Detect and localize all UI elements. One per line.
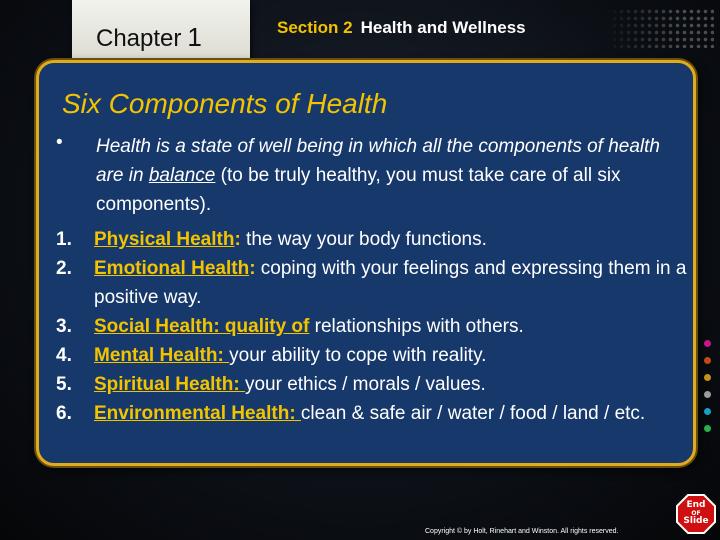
copyright-text: Copyright © by Holt, Rinehart and Winston. All rights reserved.	[425, 528, 619, 535]
bullet-text-balance: balance	[148, 165, 216, 186]
components-list	[56, 225, 696, 428]
chapter-label[interactable]	[96, 22, 202, 53]
item-number: 3.	[56, 316, 72, 337]
chapter-number: 1	[187, 22, 202, 52]
section-title: Health and Wellness	[360, 18, 526, 37]
item-description: your ability to cope with reality.	[229, 345, 487, 366]
item-colon: :	[249, 258, 256, 279]
item-title: Environmental Health:	[94, 403, 301, 424]
item-description: relationships with others.	[309, 316, 524, 337]
side-dot	[704, 340, 711, 347]
item-title: Social Health: quality of	[94, 316, 310, 337]
end-button-label	[676, 501, 716, 526]
list-item	[56, 370, 696, 399]
item-title: Mental Health:	[94, 345, 230, 366]
item-number: 6.	[56, 403, 72, 424]
side-dot	[704, 408, 711, 415]
item-description: the way your body functions.	[240, 229, 487, 250]
side-dot-strip	[703, 340, 713, 460]
item-title: Physical Health	[94, 229, 235, 250]
item-number: 1.	[56, 229, 72, 250]
side-dot	[704, 374, 711, 381]
section-prefix: Section 2	[277, 18, 353, 37]
item-description: your ethics / morals / values.	[244, 374, 486, 395]
bullet-text-part2: (to be truly healthy, you must take care of all six components).	[96, 165, 621, 215]
item-number: 5.	[56, 374, 72, 395]
end-button-line2: OF	[691, 510, 701, 517]
item-description: coping with your feelings and expressing them in a positive way.	[94, 258, 687, 308]
slide-title: Six Components of Health	[62, 88, 388, 119]
item-title: Emotional Health	[94, 258, 250, 279]
end-button-line1: End	[686, 500, 706, 510]
section-label	[277, 18, 526, 38]
list-item	[56, 312, 696, 341]
item-number: 4.	[56, 345, 72, 366]
chapter-word: Chapter	[96, 25, 182, 52]
item-description: clean & safe air / water / food / land / etc.	[300, 403, 646, 424]
side-dot	[704, 391, 711, 398]
list-item	[56, 341, 696, 370]
side-dot	[704, 425, 711, 432]
item-number: 2.	[56, 258, 72, 279]
intro-bullet-text	[96, 132, 666, 219]
list-item	[56, 225, 696, 254]
list-item	[56, 254, 696, 312]
side-dot	[704, 357, 711, 364]
end-button-line3: Slide	[683, 516, 709, 526]
decorative-dot-grid	[604, 8, 714, 48]
bullet-text-part1: Health is a state of well being in which all the components of health are in	[96, 136, 660, 186]
bullet-marker: •	[56, 132, 63, 153]
end-of-slide-button[interactable]	[676, 494, 716, 534]
item-colon: :	[234, 229, 241, 250]
item-title: Spiritual Health:	[94, 374, 245, 395]
list-item	[56, 399, 696, 428]
